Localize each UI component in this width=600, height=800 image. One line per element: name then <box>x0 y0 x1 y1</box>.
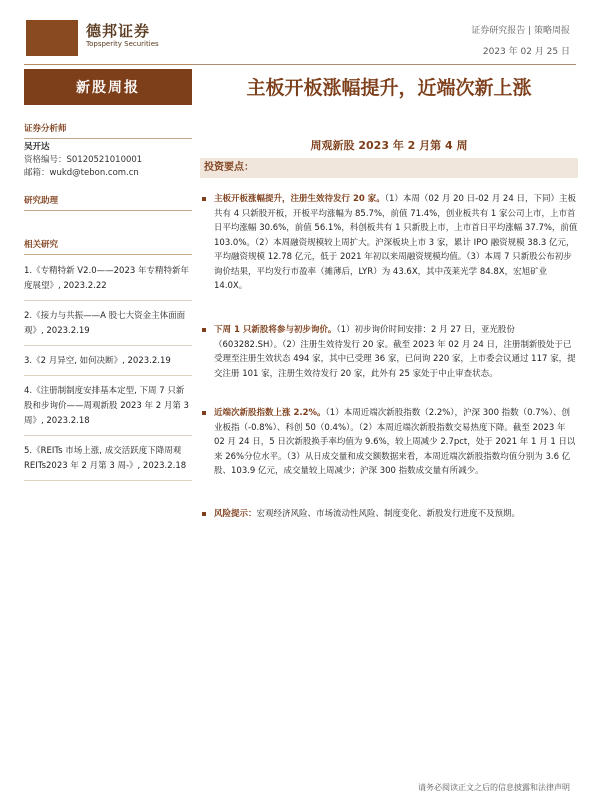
key-point-body: （1）初步询价时间安排：2 月 27 日，亚光股份（603282.SH）。（2）注册生效待发行 20 家。截至 2023 年 02 月 24 日，注册制新股处于已受理至注册生效状态 494 家，其中已受理 36 家，已问询 220 家，上市委会议通过 117 家，提交注册 101 家，注册生效待发行 20 家，此外有 25 家处于中止审查状态。 <box>214 325 576 379</box>
key-point-2 <box>202 323 578 381</box>
header-divider <box>24 64 576 65</box>
key-point-body: （1）本周（02 月 20 日-02 月 24 日，下同）主板共有 4 只新股开板，开板平均涨幅为 85.7%，前值 71.4%，创业板共有 1 家公司上市，上市首日平均涨幅 30.6%，前值 56.1%，科创板共有 1 只新股上市，上市首日平均涨幅 37.7%，前值 103.0%。（2）本周融资规模较上周扩大。沪深板块上市 3 家，累计 IPO 融资规模 38.3 亿元，平均融资规模 12.78 亿元，低于 2021 年初以来周融资规模均值。（3）本周 7 只新股公布初步询价结果，平均发行市盈率（摊薄后，LYR）为 43.6X，其中茂莱光学 84.8X，宏旭矿业 14.0X。 <box>214 194 578 291</box>
analyst-name: 吴开达 <box>24 142 50 152</box>
key-point-lead: 下周 1 只新股将参与初步询价。 <box>214 325 337 335</box>
report-tag: 新股周报 <box>24 69 192 105</box>
bullet-square-icon <box>202 328 206 332</box>
key-point-1 <box>202 192 578 294</box>
key-points-heading: 投资要点： <box>200 158 578 178</box>
logo-cn-text: 德邦证券 <box>86 22 151 40</box>
report-title: 主板开板涨幅提升，近端次新上涨 <box>246 77 532 99</box>
key-point-lead: 风险提示： <box>214 509 257 519</box>
assistant-heading: 研究助理 <box>24 194 192 211</box>
tebon-logo-icon <box>26 20 78 56</box>
related-item[interactable]: 2.《接力与共振——A 股七大资金主体面面观》, 2023.2.19 <box>24 309 192 346</box>
related-list <box>24 264 192 489</box>
report-subtitle: 周观新股 2023 年 2 月第 4 周 <box>310 139 468 152</box>
key-point-lead: 主板开板涨幅提升，注册生效待发行 20 家。 <box>214 194 385 204</box>
related-item[interactable]: 3.《2 月异空, 如何决断》, 2023.2.19 <box>24 354 192 376</box>
report-type: 证券研究报告 | 策略周报 <box>471 26 570 36</box>
bullet-square-icon <box>202 411 206 415</box>
key-point-4 <box>202 507 578 522</box>
report-date: 2023 年 02 月 25 日 <box>482 47 570 57</box>
key-point-lead: 近端次新股指数上涨 2.2%。 <box>214 408 326 418</box>
logo-en-text: Topsperity Securities <box>86 40 159 48</box>
related-item[interactable]: 1.《专精特新 V2.0——2023 年专精特新年度展望》, 2023.2.22 <box>24 264 192 301</box>
related-heading: 相关研究 <box>24 238 192 255</box>
analyst-cert: 资格编号：S0120521010001 <box>24 155 143 165</box>
related-item[interactable]: 4.《注册制制度安排基本定型, 下周 7 只新股和步询价——周观新股 2023 年 2 月第 3 周》, 2023.2.18 <box>24 384 192 436</box>
bullet-square-icon <box>202 197 206 201</box>
key-point-body: （1）本周近端次新股指数（2.2%），沪深 300 指数（0.7%）、创业板指（-0.8%）、科创 50（0.4%）。（2）本周近端次新股指数交易热度下降。截至 2023 年 02 月 24 日，5 日次新股换手率均值为 9.6%，较上周减少 2.7pct，处于 2021 年 1 月 1 日以来 26%分位水平。（3）从日成交量和成交额数据来看，本周近端次新股指数均值分别为 3.6 亿股、103.9 亿元，成交量较上周减少；沪深 300 指数成交量有所减少。 <box>214 408 576 476</box>
related-item[interactable]: 5.《REITs 市场上涨, 成交活跃度下降周观 REITs2023 年 2 月第 3 周-》, 2023.2.18 <box>24 444 192 481</box>
disclaimer-footer: 请务必阅读正文之后的信息披露和法律声明 <box>418 783 570 792</box>
key-point-3 <box>202 406 578 479</box>
analyst-email: 邮箱：wukd@tebon.com.cn <box>24 168 139 178</box>
bullet-square-icon <box>202 512 206 516</box>
key-point-body: 宏观经济风险、市场流动性风险、制度变化、新股发行进度不及预期。 <box>256 509 521 519</box>
analyst-heading: 证券分析师 <box>24 122 192 139</box>
